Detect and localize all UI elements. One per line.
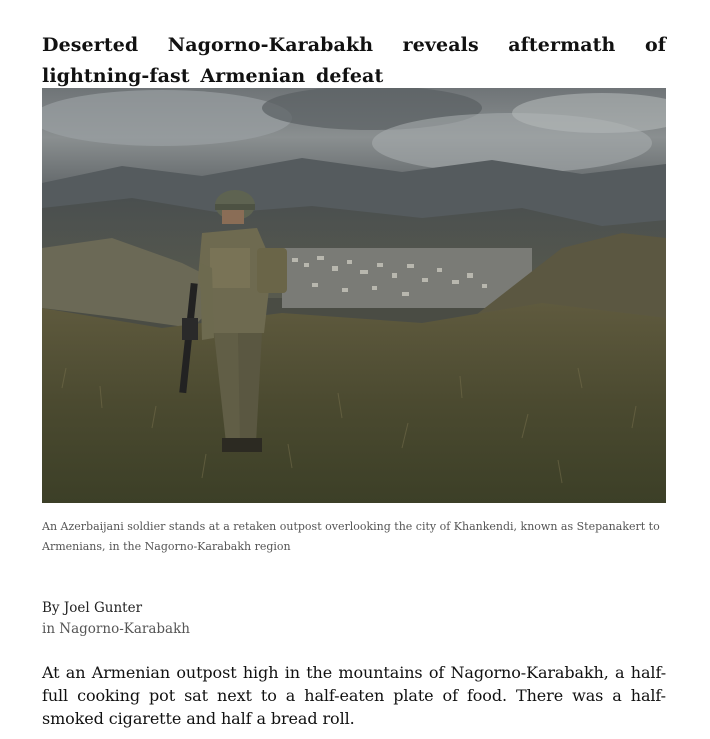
article-photo (42, 88, 666, 503)
byline-location: in Nagorno-Karabakh (42, 621, 190, 637)
soldier-landscape-image (42, 88, 666, 503)
article (42, 0, 666, 728)
article-headline: Deserted Nagorno-Karabakh reveals aftermath of lightning-fast Armenian defeat (42, 34, 666, 87)
byline-author: By Joel Gunter (42, 600, 143, 616)
byline (42, 598, 666, 640)
photo-caption: An Azerbaijani soldier stands at a retaken outpost overlooking the city of Khankendi, known as Stepanakert to Armenians, in the Nagorno-Karabakh region (42, 520, 660, 553)
article-lede: At an Armenian outpost high in the mountains of Nagorno-Karabakh, a half-full cooking pot sat next to a half-eaten plate of food. There was a half-smoked cigarette and half a bread roll. (42, 663, 666, 728)
